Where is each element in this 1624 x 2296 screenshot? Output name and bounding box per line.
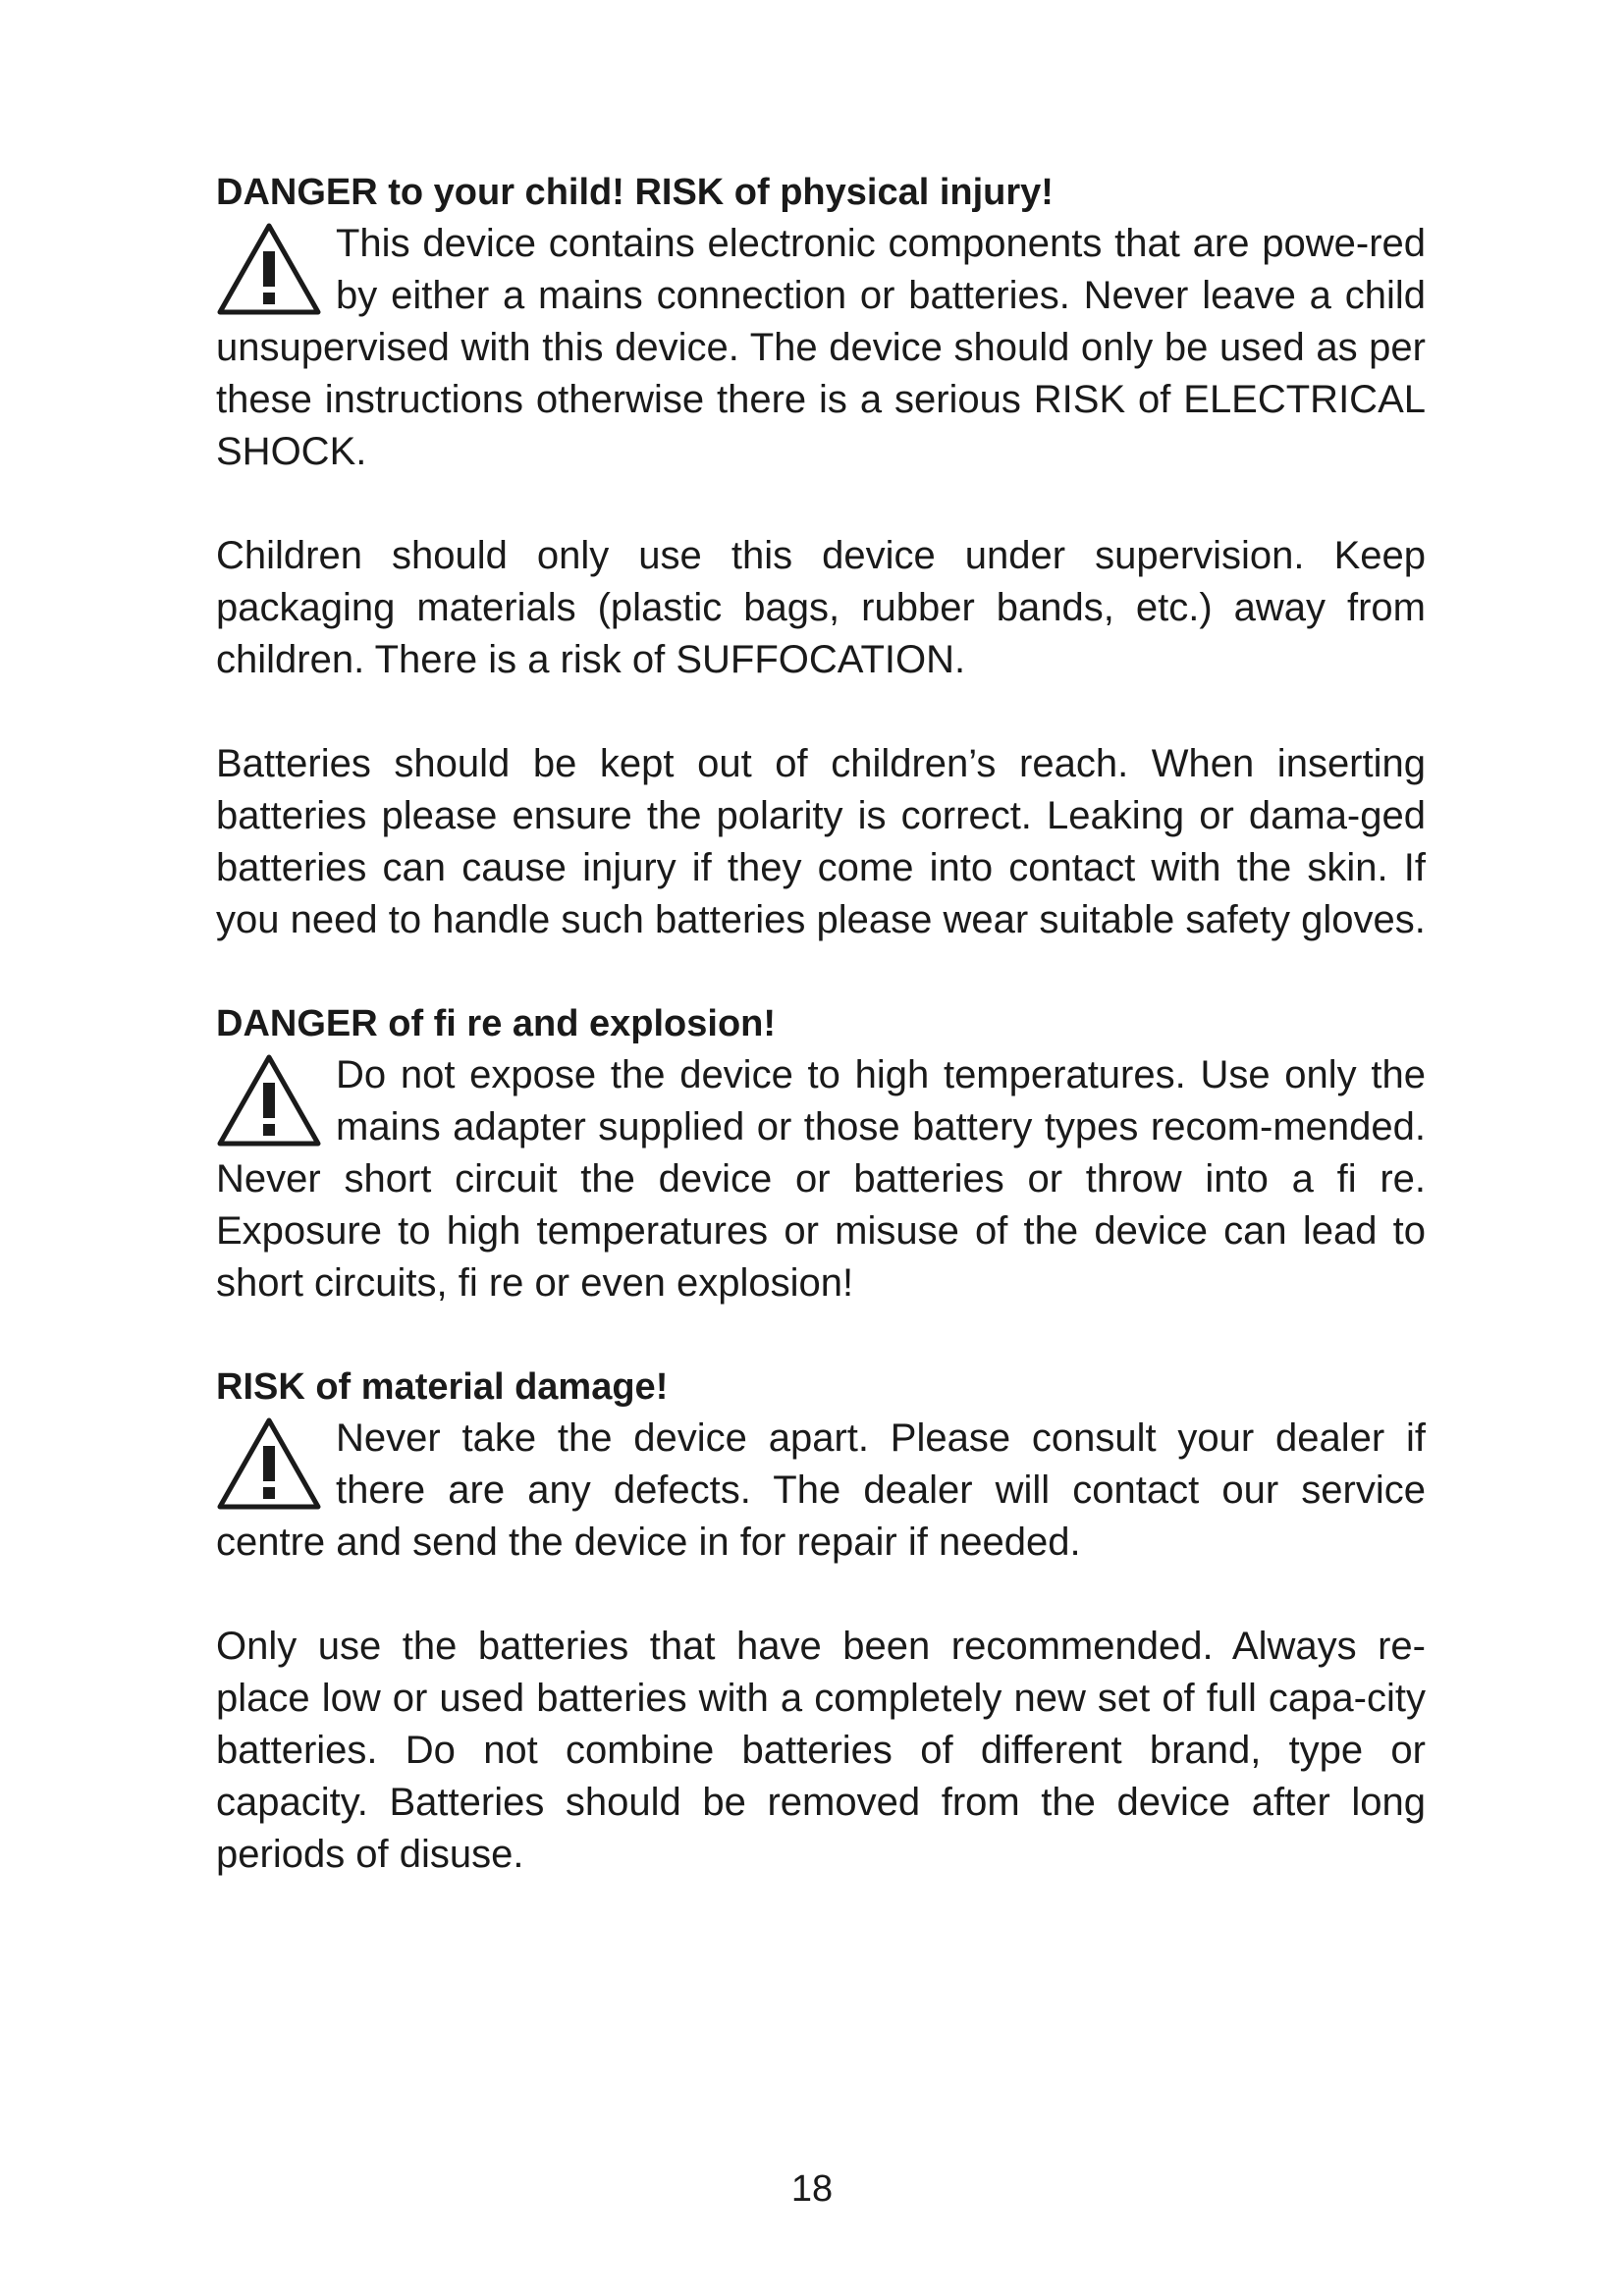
warning-triangle-icon [216, 1053, 322, 1148]
paragraph: Never take the device apart. Please consult your dealer if there are any defects. The dealer will contact our service centre and send the device in for repair if needed. [216, 1416, 1426, 1564]
section-fire-danger [216, 998, 1426, 1309]
warning-block [216, 1049, 1426, 1309]
paragraph: Batteries should be kept out of children’s reach. When inserting batteries please ensure the polarity is correct. Leaking or dama-ged batteries can cause injury if they come into contact with the skin. If you need to handle such batteries please wear suitable safety gloves. [216, 742, 1426, 941]
warning-block [216, 1413, 1426, 1569]
paragraph: Do not expose the device to high temperatures. Use only the mains adapter supplied or those battery types recom-mended. Never short circuit the device or batteries or throw into a fi re. Exposure to high temperatures or misuse of the device can lead to short circuits, fi re or even explosion! [216, 1053, 1426, 1305]
warning-triangle-icon [216, 1416, 322, 1511]
section-heading: RISK of material damage! [216, 1366, 669, 1408]
paragraph: Children should only use this device under supervision. Keep packaging materials (plastic bags, rubber bands, etc.) away from children. There is a risk of SUFFOCATION. [216, 534, 1426, 681]
warning-triangle-icon [216, 222, 322, 316]
page-content [216, 167, 1426, 1881]
section-material-damage [216, 1362, 1426, 1881]
section-heading: DANGER to your child! RISK of physical injury! [216, 172, 1054, 213]
warning-block [216, 218, 1426, 478]
section-heading: DANGER of fi re and explosion! [216, 1003, 777, 1044]
section-child-danger [216, 167, 1426, 946]
page-number: 18 [790, 2168, 834, 2210]
paragraph: This device contains electronic components that are powe-red by either a mains connection or batteries. Never leave a child unsupervised with this device. The device should only be used as per these instructions otherwise there is a serious RISK of ELECTRICAL SHOCK. [216, 222, 1426, 473]
paragraph: Only use the batteries that have been recommended. Always re-place low or used batteries with a completely new set of full capa-city batteries. Do not combine batteries of different brand, type or capacity. Batteries should be removed from the device after long periods of disuse. [216, 1625, 1426, 1876]
